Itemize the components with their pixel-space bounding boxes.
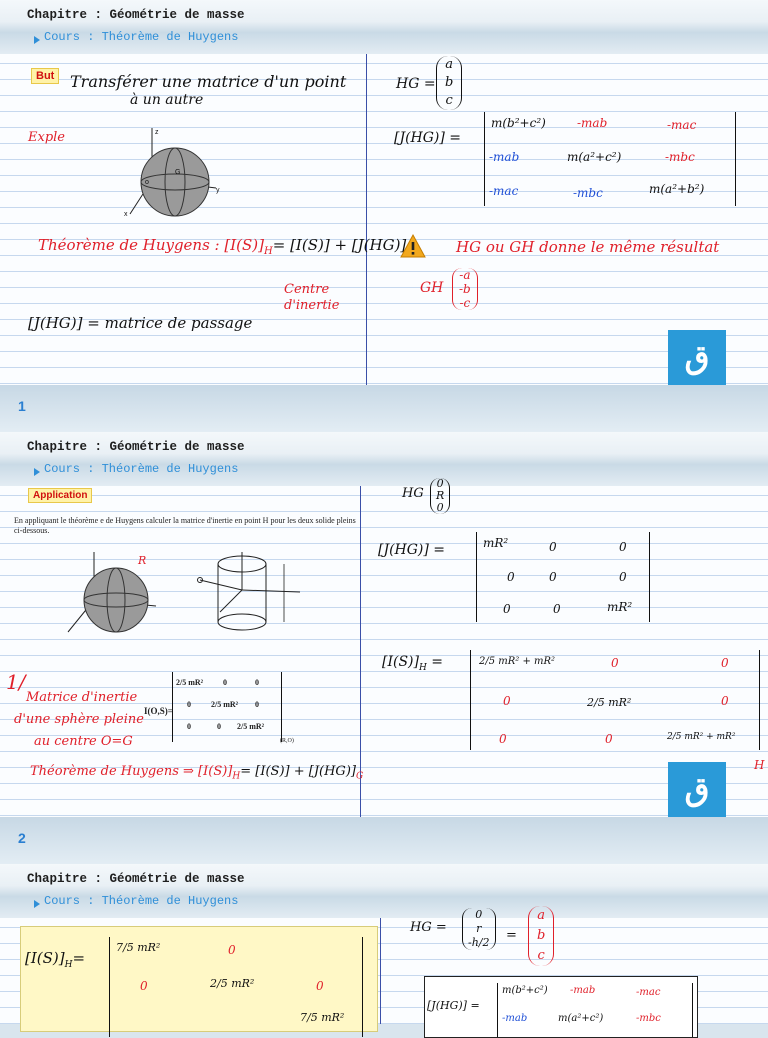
goal-line-2: à un autre <box>130 92 204 108</box>
hg-vector-label: HG <box>402 486 424 501</box>
jhg-label: [J(HG)] = <box>378 542 446 558</box>
bullet-icon <box>34 468 40 476</box>
io-basis: (R,O) <box>280 738 294 744</box>
ish-matrix: 7/5 mR² 0 0 2/5 mR² 0 7/5 mR² <box>109 937 363 1037</box>
instruction-text: En appliquant le théorème e de Huygens calculer la matrice d'inertie en point H pour les deux solide pleins ci-dessous. <box>14 516 356 535</box>
passage-definition: [J(HG)] = matrice de passage <box>28 314 253 332</box>
gh-components: -a -b -c <box>452 268 478 310</box>
hg-components: 0 R 0 <box>430 478 450 514</box>
page-number-2: 2 <box>18 830 26 846</box>
matrice-note-3: au centre O=G <box>34 734 133 749</box>
hg-right-components: a b c <box>528 906 554 966</box>
slide-header <box>0 0 768 54</box>
logo-glyph: ق <box>684 339 710 375</box>
chapter-title: Chapitre : Géométrie de masse <box>27 8 245 22</box>
jhg-label: [J(HG)] = <box>394 130 462 146</box>
axis-y-label: y <box>216 187 220 194</box>
slide-header <box>0 864 768 918</box>
jhg-box <box>424 976 698 1038</box>
warning-icon <box>400 234 426 258</box>
jhg-label: [J(HG)] = <box>427 999 480 1012</box>
but-tag: But <box>31 68 59 84</box>
ish-matrix: 2/5 mR² + mR² 0 0 0 2/5 mR² 0 0 0 2/5 mR² + mR² <box>470 650 760 750</box>
divider-line <box>366 54 367 385</box>
equals-sign: = <box>506 928 517 943</box>
course-title: Cours : Théorème de Huygens <box>44 462 239 476</box>
chapter-title: Chapitre : Géométrie de masse <box>27 872 245 886</box>
io-matrix: 2/5 mR² 0 0 0 2/5 mR² 0 0 0 2/5 mR² <box>172 672 282 742</box>
center-g-label: G <box>175 169 181 176</box>
matrice-note-1: Matrice d'inertie <box>26 690 138 705</box>
ish-label: $[I(S)]_H=$ <box>25 949 86 970</box>
cylinder-figure <box>190 550 310 640</box>
axis-x-label: x <box>124 211 128 218</box>
hg-vector-label: HG = <box>410 920 447 935</box>
jhg-matrix: m(b²+c²) -mab -mac -mab m(a²+c²) -mbc -mac -mbc m(a²+b²) <box>484 112 736 206</box>
ish-basis: H <box>754 758 765 772</box>
huygens-theorem: Théorème de Huygens : $[I(S)]_H= [I(S)] + [J(HG)]$ <box>38 236 407 257</box>
page-number-1: 1 <box>18 398 26 414</box>
axis-z-label: z <box>155 129 159 136</box>
jhg-matrix: mR² 0 0 0 0 0 0 0 mR² <box>476 532 650 622</box>
jhg-matrix: m(b²+c²) -mab -mac -mab m(a²+c²) -mbc <box>497 983 693 1037</box>
hg-left-components: 0 r -h/2 <box>462 908 496 950</box>
bullet-icon <box>34 36 40 44</box>
slide-gap <box>0 385 768 432</box>
slide-gap <box>0 817 768 864</box>
slide-2 <box>0 432 768 817</box>
warning-text: HG ou GH donne le même résultat <box>456 238 720 256</box>
ish-label: $[I(S)]_H$ = <box>382 654 444 673</box>
slide-header <box>0 432 768 486</box>
course-title: Cours : Théorème de Huygens <box>44 30 239 44</box>
bullet-icon <box>34 900 40 908</box>
divider-line <box>380 918 381 1024</box>
goal-line-1: Transférer une matrice d'un point <box>70 72 347 91</box>
sphere-figure <box>120 122 230 222</box>
hg-components: a b c <box>436 56 462 110</box>
matrice-note-2: d'une sphère pleine <box>14 712 144 727</box>
slide-1 <box>0 0 768 385</box>
io-label: I(O,S)= <box>144 706 173 716</box>
chapter-title: Chapitre : Géométrie de masse <box>27 440 245 454</box>
example-label: Exple <box>28 130 65 145</box>
sphere-figure <box>60 544 170 640</box>
centre-inertie-note: Centre d'inertie <box>284 282 340 313</box>
sphere-radius-label: R <box>138 554 147 567</box>
application-tag: Application <box>28 488 92 503</box>
yellow-note <box>20 926 378 1032</box>
slide-3 <box>0 864 768 1024</box>
gh-vector-label: GH <box>420 280 444 296</box>
hg-vector-label: HG = <box>396 76 436 92</box>
logo-glyph: ق <box>684 771 710 807</box>
origin-o-label: o <box>145 179 149 186</box>
course-title: Cours : Théorème de Huygens <box>44 894 239 908</box>
huygens-line: Théorème de Huygens ⇒ $[I(S)]_H= [I(S)] + [J(HG)]_G$ <box>30 764 364 782</box>
number-one-label: 1/ <box>6 670 26 694</box>
